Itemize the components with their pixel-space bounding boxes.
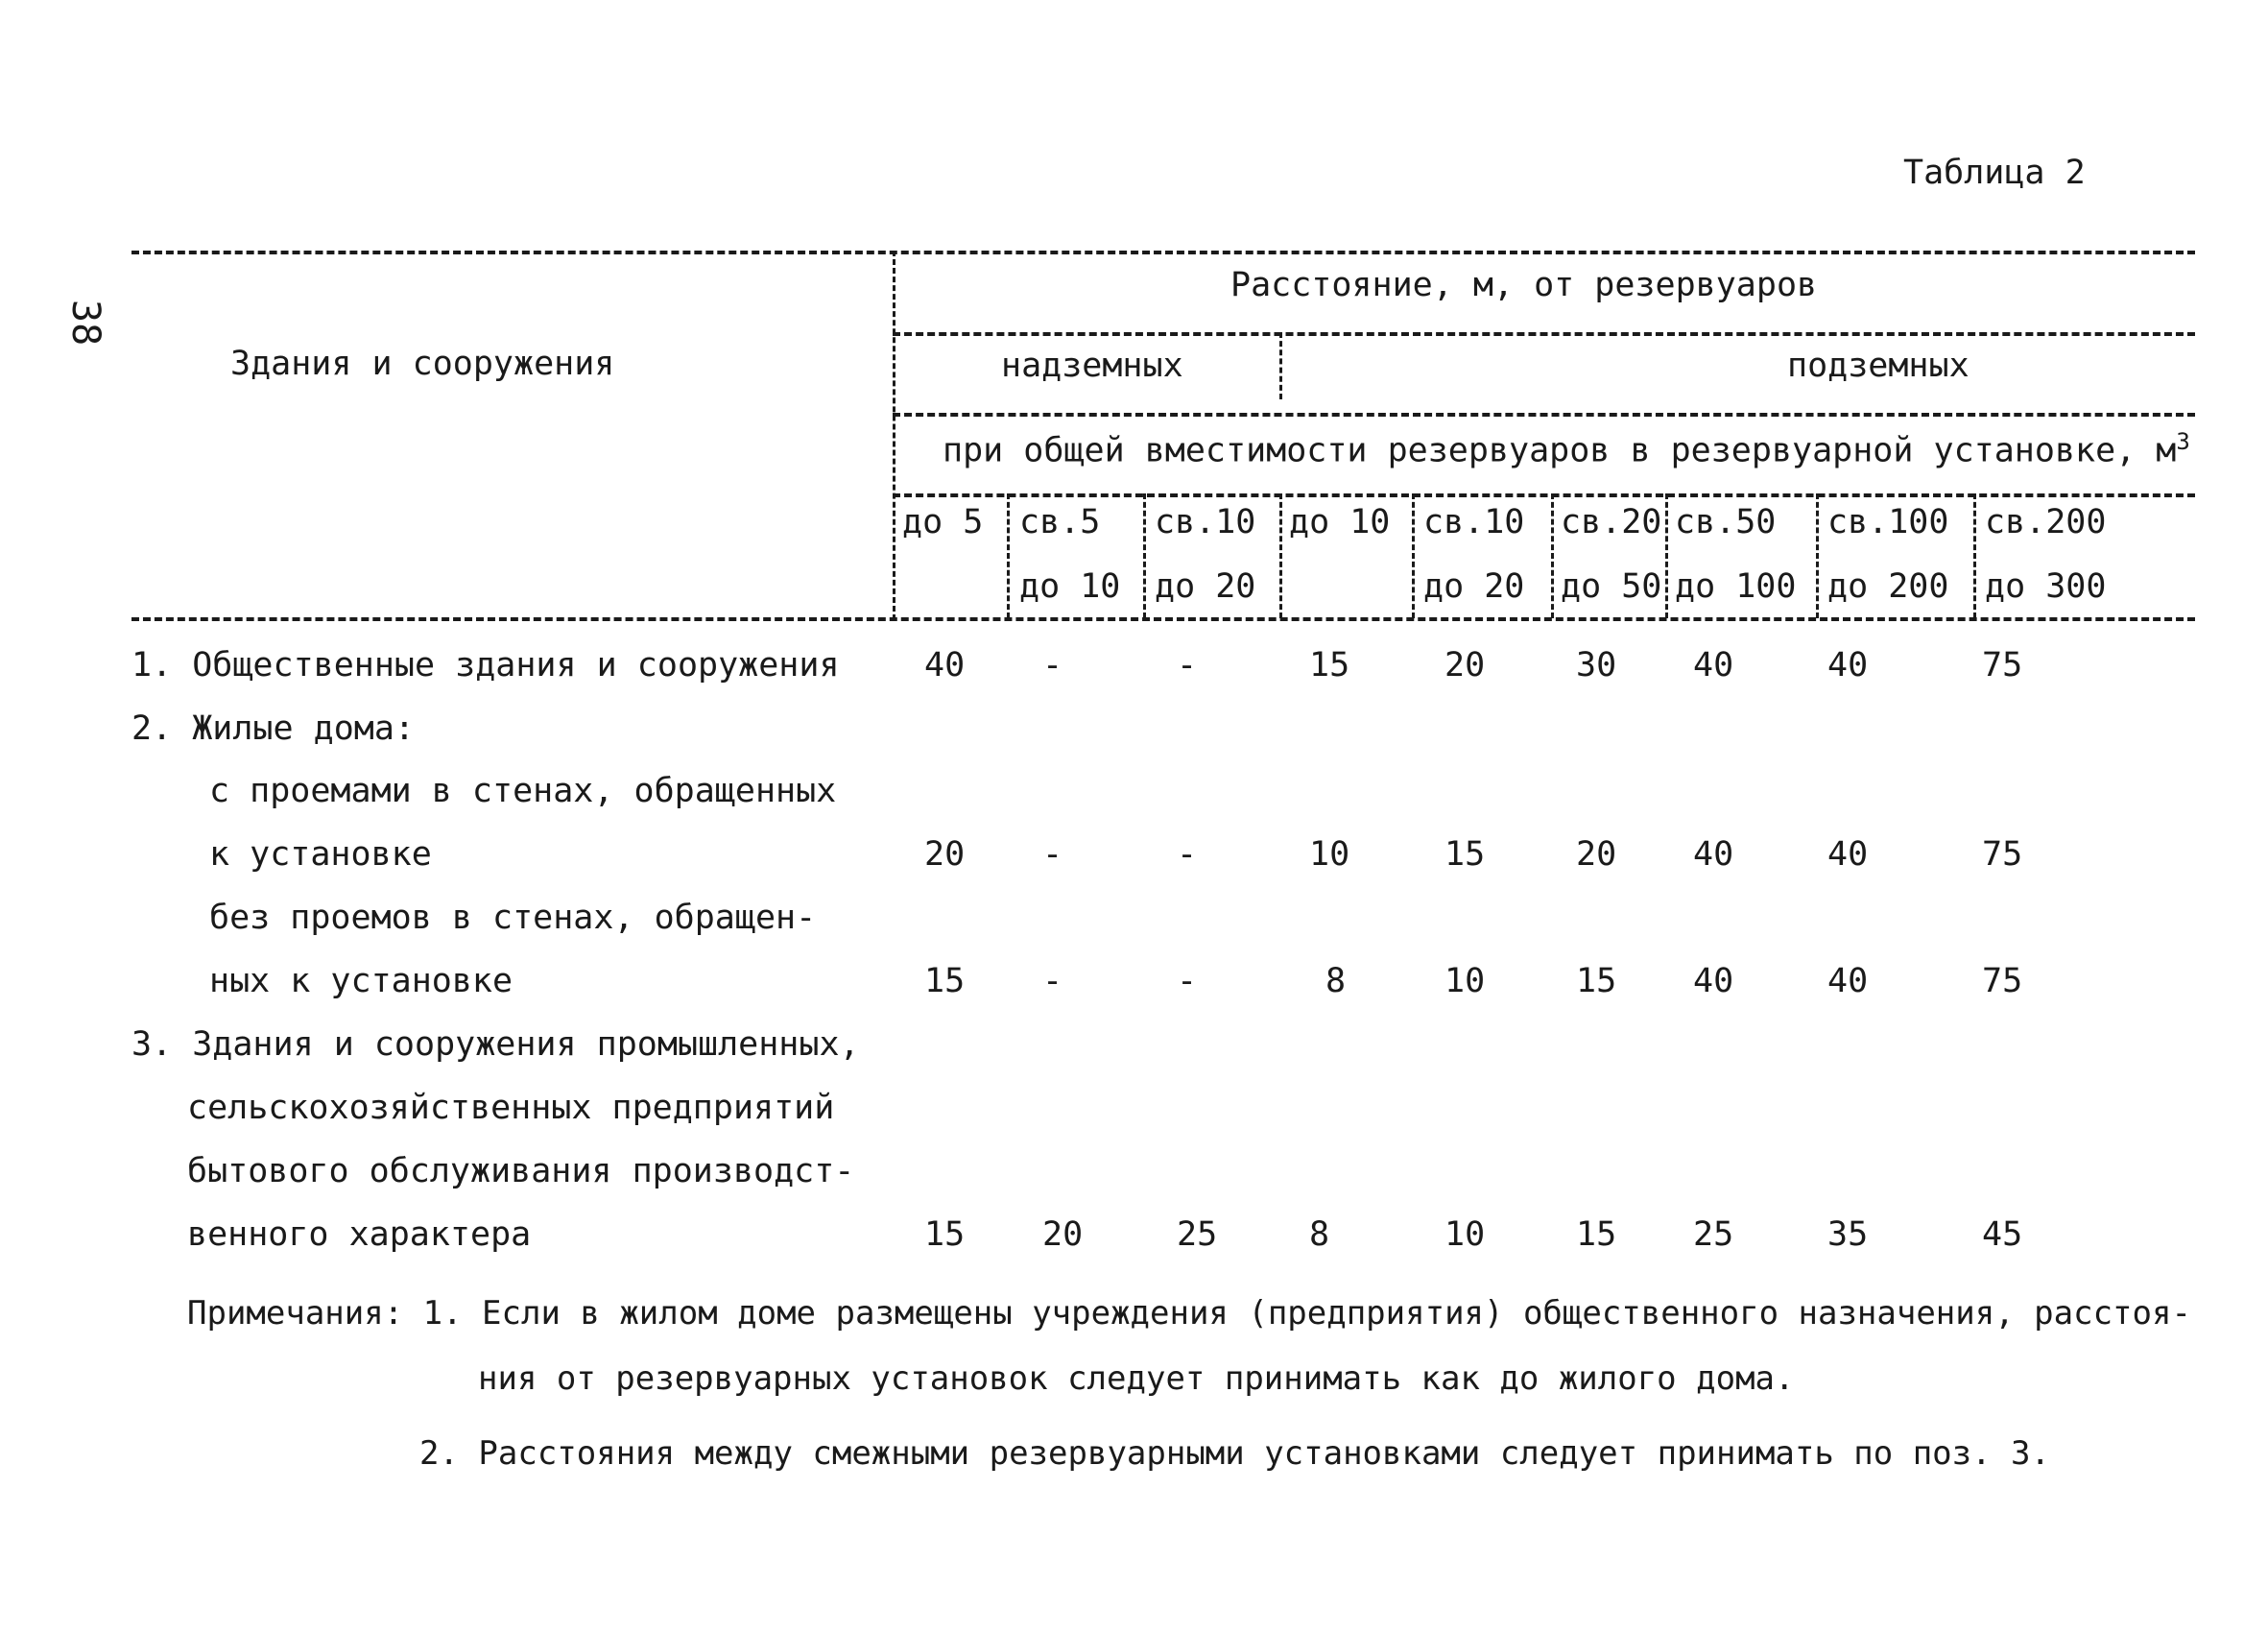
row-1-val-1: 40: [924, 646, 966, 684]
capacity-unit-power: 3: [2176, 428, 2190, 455]
row-1-label: 1. Общественные здания и сооружения: [131, 646, 840, 684]
table-top-rule: [131, 251, 2195, 254]
row-2b-val-9: 75: [1982, 962, 2023, 1000]
col-6-line1: св.20: [1561, 503, 1662, 541]
row-3-label-line4: венного характера: [187, 1215, 532, 1254]
underground-header: подземных: [1787, 347, 1970, 385]
col-5-line1: св.10: [1423, 503, 1525, 541]
row-2b-label-line1: без проемов в стенах, обращен-: [209, 899, 817, 937]
row-1-val-8: 40: [1827, 646, 1869, 684]
col-8-line2: до 200: [1827, 567, 1949, 606]
col-divider-2: [1143, 493, 1146, 618]
row-3-val-4: 8: [1309, 1215, 1330, 1254]
row-2-label: 2. Жилые дома:: [131, 709, 416, 748]
capacity-text: при общей вместимости резервуаров в резервуарной установке, м: [943, 431, 2177, 470]
aboveground-header: надземных: [1001, 347, 1183, 385]
row-2a-val-5: 15: [1444, 835, 1486, 874]
row-1-val-6: 30: [1576, 646, 1617, 684]
row-2a-val-8: 40: [1827, 835, 1869, 874]
col-9-line2: до 300: [1985, 567, 2107, 606]
header-divider-main: [893, 251, 895, 620]
row-3-val-1: 15: [924, 1215, 966, 1254]
row-2b-label-line2: ных к установке: [209, 962, 513, 1000]
row-2a-label-line1: с проемами в стенах, обращенных: [209, 772, 837, 810]
header-divider-groups: [1279, 332, 1282, 399]
col-divider-7: [1816, 493, 1819, 618]
header-rule-2: [893, 332, 2195, 336]
capacity-header: [943, 430, 2190, 468]
distance-header: Расстояние, м, от резервуаров: [1230, 266, 1818, 304]
row-1-val-7: 40: [1693, 646, 1734, 684]
row-2b-val-7: 40: [1693, 962, 1734, 1000]
row-1-val-4: 15: [1309, 646, 1350, 684]
row-header: Здания и сооружения: [230, 345, 615, 383]
col-3-line1: св.10: [1155, 503, 1256, 541]
row-3-label-line3: бытового обслуживания производст-: [187, 1152, 855, 1190]
row-3-val-2: 20: [1042, 1215, 1084, 1254]
row-2a-val-1: 20: [924, 835, 966, 874]
col-divider-3: [1279, 493, 1282, 618]
note-1-line2: ния от резервуарных установок следует принимать как до жилого дома.: [478, 1359, 1795, 1398]
col-divider-5: [1551, 493, 1554, 618]
row-2b-val-6: 15: [1576, 962, 1617, 1000]
col-7-line1: св.50: [1675, 503, 1777, 541]
row-1-val-3: -: [1177, 646, 1198, 684]
row-2b-val-3: -: [1177, 962, 1198, 1000]
row-2b-val-1: 15: [924, 962, 966, 1000]
col-2-line2: до 10: [1019, 567, 1121, 606]
col-7-line2: до 100: [1675, 567, 1797, 606]
note-1-line1: Примечания: 1. Если в жилом доме размещены учреждения (предприятия) общественного назначения, расстоя-: [187, 1294, 2191, 1333]
row-2a-val-7: 40: [1693, 835, 1734, 874]
row-2b-val-4: 8: [1325, 962, 1347, 1000]
row-3-val-8: 35: [1827, 1215, 1869, 1254]
row-2a-val-2: -: [1042, 835, 1063, 874]
col-4-line1: до 10: [1289, 503, 1391, 541]
row-3-val-6: 15: [1576, 1215, 1617, 1254]
col-8-line1: св.100: [1827, 503, 1949, 541]
col-1-line1: до 5: [902, 503, 984, 541]
col-9-line1: св.200: [1985, 503, 2107, 541]
col-3-line2: до 20: [1155, 567, 1256, 606]
row-1-val-5: 20: [1444, 646, 1486, 684]
col-6-line2: до 50: [1561, 567, 1662, 606]
header-rule-4: [893, 493, 2195, 497]
header-rule-3: [893, 413, 2195, 417]
row-3-val-3: 25: [1177, 1215, 1218, 1254]
row-2a-val-4: 10: [1309, 835, 1350, 874]
page-number: 38: [63, 300, 107, 347]
row-2b-val-2: -: [1042, 962, 1063, 1000]
row-2b-val-8: 40: [1827, 962, 1869, 1000]
row-1-val-9: 75: [1982, 646, 2023, 684]
header-bottom-rule: [131, 617, 2195, 621]
table-label: Таблица 2: [1903, 154, 2086, 192]
row-3-label-line2: сельскохозяйственных предприятий: [187, 1089, 835, 1127]
row-2a-val-9: 75: [1982, 835, 2023, 874]
row-3-val-7: 25: [1693, 1215, 1734, 1254]
col-divider-6: [1665, 493, 1668, 618]
row-2a-label-line2: к установке: [209, 835, 432, 874]
note-2: 2. Расстояния между смежными резервуарными установками следует принимать по поз. 3.: [419, 1434, 2050, 1473]
row-2a-val-6: 20: [1576, 835, 1617, 874]
col-divider-8: [1973, 493, 1976, 618]
row-3-label-line1: 3. Здания и сооружения промышленных,: [131, 1025, 860, 1064]
row-2a-val-3: -: [1177, 835, 1198, 874]
row-1-val-2: -: [1042, 646, 1063, 684]
row-3-val-9: 45: [1982, 1215, 2023, 1254]
col-5-line2: до 20: [1423, 567, 1525, 606]
col-2-line1: св.5: [1019, 503, 1101, 541]
col-divider-1: [1007, 493, 1010, 618]
row-3-val-5: 10: [1444, 1215, 1486, 1254]
col-divider-4: [1412, 493, 1415, 618]
row-2b-val-5: 10: [1444, 962, 1486, 1000]
